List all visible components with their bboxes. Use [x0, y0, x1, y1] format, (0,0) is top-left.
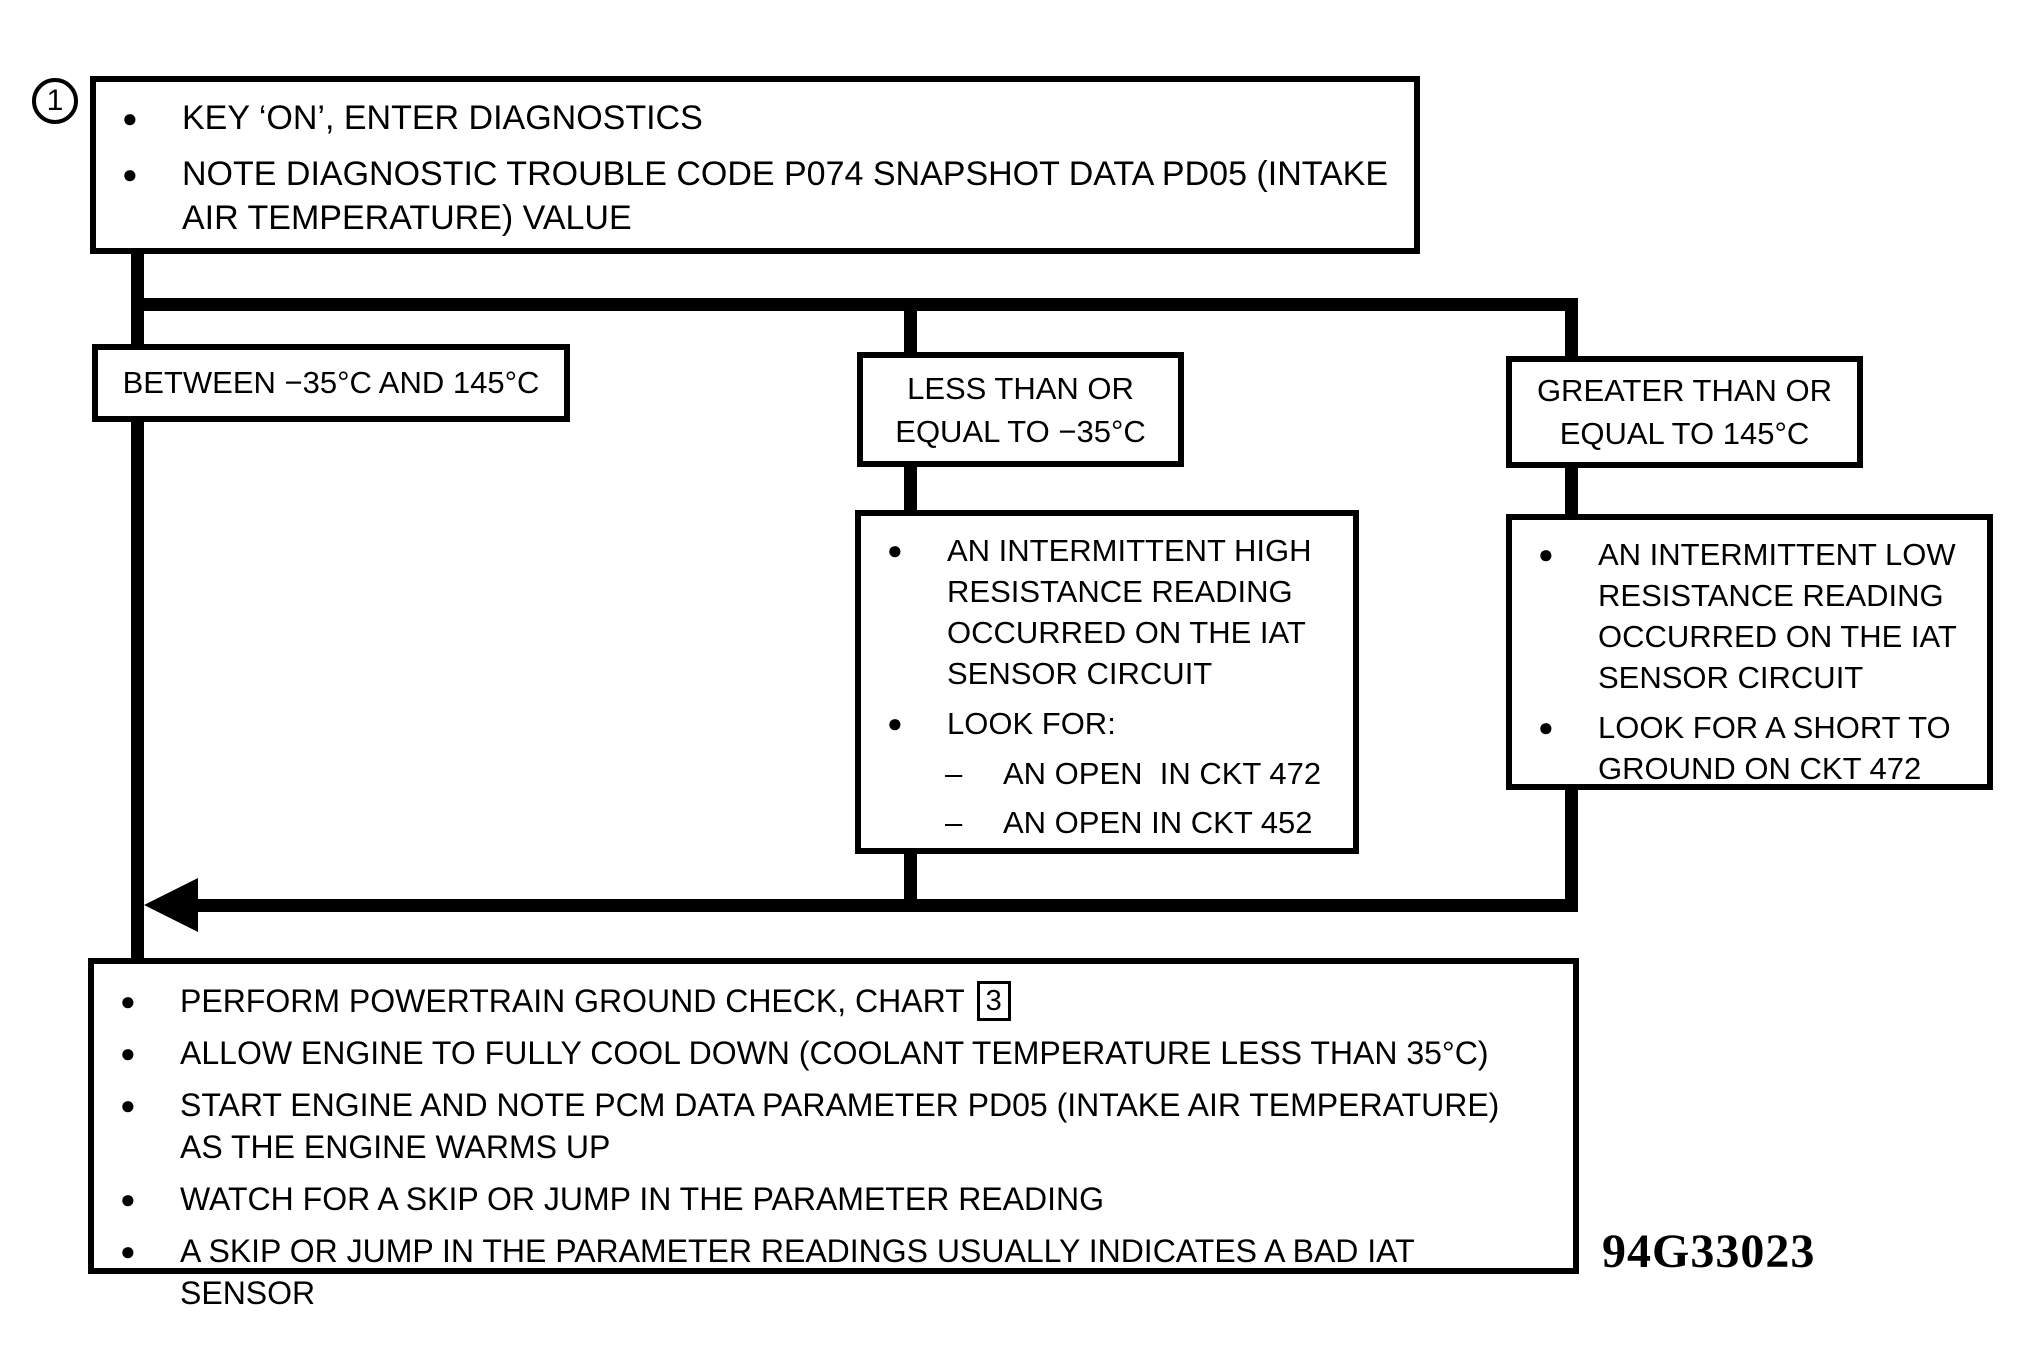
low-resistance-bullet-1 [1512, 534, 1977, 698]
action-box-high-resistance [855, 510, 1359, 854]
start-bullet-2 [96, 152, 1398, 240]
branch-greater-line-1: GREATER THAN OR [1536, 373, 1833, 408]
start-bullet-2-text: NOTE DIAGNOSTIC TROUBLE CODE P074 SNAPSHOT DATA PD05 (INTAKE AIR TEMPERATURE) VALUE [182, 155, 1389, 237]
chart-3-reference: 3 [977, 981, 1011, 1021]
result-bullet-5 [94, 1230, 1557, 1314]
branch-between-label: BETWEEN −35°C AND 145°C [122, 365, 540, 400]
result-bullet-2-text: ALLOW ENGINE TO FULLY COOL DOWN (COOLANT TEMPERATURE LESS THAN 35°C) [180, 1035, 1489, 1071]
branch-greater-line-2: EQUAL TO 145°C [1559, 416, 1810, 451]
result-bullet-3 [94, 1084, 1557, 1168]
low-resistance-bullet-2 [1512, 707, 1977, 789]
bullet-icon: ● [122, 103, 138, 133]
action-box-low-resistance [1506, 514, 1993, 790]
step-number-badge [32, 78, 78, 124]
start-bullet-1-text: KEY ‘ON’, ENTER DIAGNOSTICS [182, 99, 703, 137]
high-resistance-bullet-1 [861, 530, 1343, 694]
bullet-icon: ● [1538, 712, 1554, 742]
result-box [88, 958, 1579, 1311]
bullet-icon: ● [887, 535, 903, 565]
connector-greater-action-to-return [1565, 784, 1578, 912]
bullet-icon: ● [120, 1184, 136, 1214]
branch-box-less-equal [857, 352, 1184, 467]
bullet-icon: ● [120, 986, 136, 1016]
bullet-icon: ● [120, 1236, 136, 1266]
branch-less-line-1: LESS THAN OR [907, 370, 1134, 406]
high-resistance-bullet-2-text: LOOK FOR: [947, 706, 1116, 741]
bullet-icon: ● [120, 1038, 136, 1068]
bullet-icon: ● [887, 708, 903, 738]
connector-return-line [190, 899, 1578, 912]
start-bullet-1 [96, 96, 1398, 140]
high-resistance-bullet-1-text: AN INTERMITTENT HIGH RESISTANCE READING OCCURRED ON THE IAT SENSOR CIRCUIT [947, 533, 1312, 691]
result-bullet-1-label: PERFORM POWERTRAIN GROUND CHECK, CHART [180, 983, 965, 1019]
result-bullet-2 [94, 1032, 1557, 1074]
look-for-item-2-text: AN OPEN IN CKT 452 [1003, 805, 1313, 840]
look-for-item-2 [861, 802, 1343, 843]
bullet-icon: ● [122, 159, 138, 189]
result-bullet-4-text: WATCH FOR A SKIP OR JUMP IN THE PARAMETER READING [180, 1181, 1104, 1217]
start-box [90, 76, 1420, 254]
branch-box-greater-equal [1506, 356, 1863, 468]
look-for-item-1 [861, 753, 1343, 794]
low-resistance-bullet-1-text: AN INTERMITTENT LOW RESISTANCE READING OCCURRED ON THE IAT SENSOR CIRCUIT [1598, 537, 1957, 695]
result-bullet-5-text: A SKIP OR JUMP IN THE PARAMETER READINGS USUALLY INDICATES A BAD IAT SENSOR [180, 1233, 1415, 1311]
high-resistance-bullet-2 [861, 703, 1343, 744]
connector-drop-less-branch [904, 298, 917, 358]
result-bullet-1 [94, 980, 1557, 1022]
result-bullet-1-text [180, 980, 1011, 1022]
connector-greater-branch-to-action [1565, 460, 1578, 520]
left-arrowhead-icon [144, 878, 198, 932]
look-for-item-1-text: AN OPEN IN CKT 472 [1003, 756, 1322, 791]
branch-box-between [92, 344, 570, 422]
connector-distribution-bar [131, 298, 1578, 311]
figure-id-label: 94G33023 [1602, 1225, 1816, 1278]
connector-drop-greater-branch [1565, 298, 1578, 362]
step-number: 1 [46, 84, 64, 117]
result-bullet-4 [94, 1178, 1557, 1220]
result-bullet-3-text: START ENGINE AND NOTE PCM DATA PARAMETER PD05 (INTAKE AIR TEMPERATURE) AS THE ENGINE WARMS UP [180, 1087, 1500, 1165]
branch-less-line-2: EQUAL TO −35°C [895, 413, 1146, 449]
connector-less-branch-to-action [904, 460, 917, 516]
low-resistance-bullet-2-text: LOOK FOR A SHORT TO GROUND ON CKT 472 [1598, 710, 1951, 786]
dash-icon: – [945, 805, 963, 840]
bullet-icon: ● [120, 1090, 136, 1120]
dash-icon: – [945, 756, 963, 791]
bullet-icon: ● [1538, 539, 1554, 569]
